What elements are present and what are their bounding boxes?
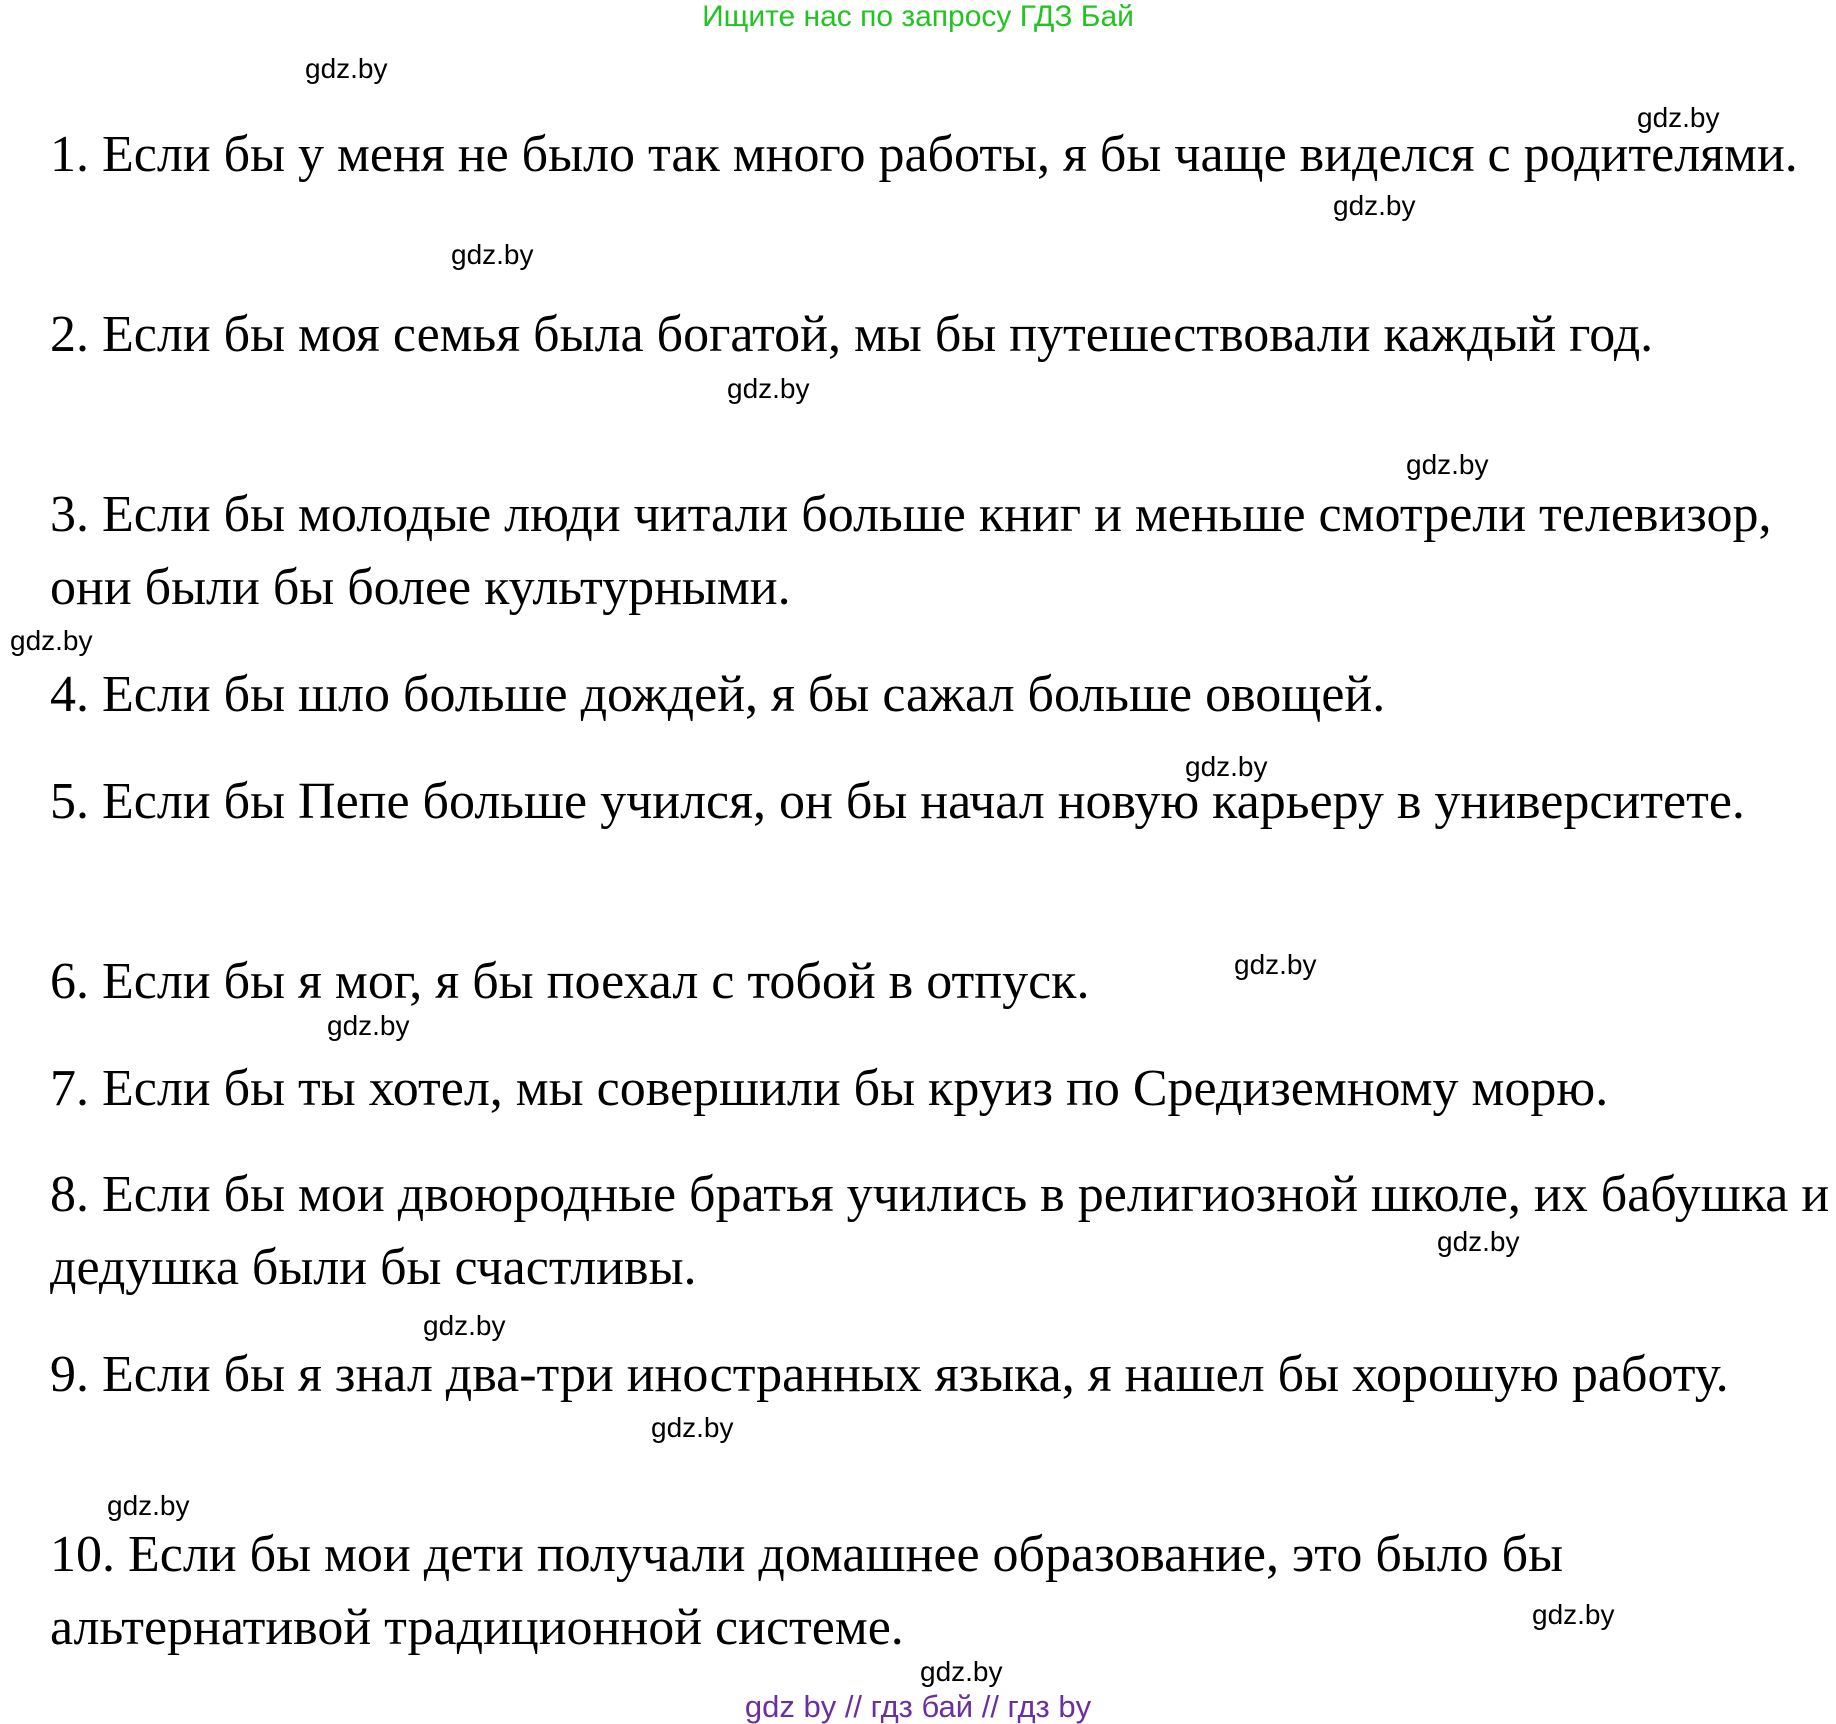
watermark: gdz.by xyxy=(305,53,388,84)
watermark: gdz.by xyxy=(1437,1226,1520,1257)
answer-5: 5. Если бы Пепе больше учился, он бы начал новую карьеру в университете. xyxy=(50,773,1745,830)
watermark: gdz.by xyxy=(1234,949,1317,980)
watermark: gdz.by xyxy=(1185,751,1268,782)
watermark: gdz.by xyxy=(1333,190,1416,221)
answer-7: 7. Если бы ты хотел, мы совершили бы круиз по Средиземному морю. xyxy=(50,1060,1609,1117)
answer-10: 10. Если бы мои дети получали домашнее образование, это было бы альтернативой традиционной системе. xyxy=(50,1526,1564,1656)
watermark: gdz.by xyxy=(920,1656,1003,1687)
answer-2: 2. Если бы моя семья была богатой, мы бы путешествовали каждый год. xyxy=(50,306,1654,363)
watermark: gdz.by xyxy=(1406,449,1489,480)
watermark: gdz.by xyxy=(107,1490,190,1521)
watermark: gdz.by xyxy=(451,239,534,270)
watermark: gdz.by xyxy=(651,1412,734,1443)
footer-links: gdz by // гдз бай // гдз by xyxy=(744,1689,1092,1724)
answer-1: 1. Если бы у меня не было так много работы, я бы чаще виделся с родителями. xyxy=(50,126,1798,183)
watermark: gdz.by xyxy=(327,1010,410,1041)
answer-3: 3. Если бы молодые люди читали больше книг и меньше смотрели телевизор, они были бы более культурными. xyxy=(50,486,1772,616)
watermark: gdz.by xyxy=(10,625,93,656)
answer-9: 9. Если бы я знал два-три иностранных языка, я нашел бы хорошую работу. xyxy=(50,1346,1729,1403)
watermark: gdz.by xyxy=(727,373,810,404)
answer-8: 8. Если бы мои двоюродные братья учились в религиозной школе, их бабушка и дедушка были бы счастливы. xyxy=(50,1166,1830,1296)
watermark: gdz.by xyxy=(1532,1599,1615,1630)
top-banner: Ищите нас по запросу ГДЗ Бай xyxy=(702,0,1134,33)
answer-6: 6. Если бы я мог, я бы поехал с тобой в отпуск. xyxy=(50,953,1090,1010)
watermark: gdz.by xyxy=(423,1310,506,1341)
watermark: gdz.by xyxy=(1637,102,1720,133)
answer-4: 4. Если бы шло больше дождей, я бы сажал больше овощей. xyxy=(50,666,1386,723)
